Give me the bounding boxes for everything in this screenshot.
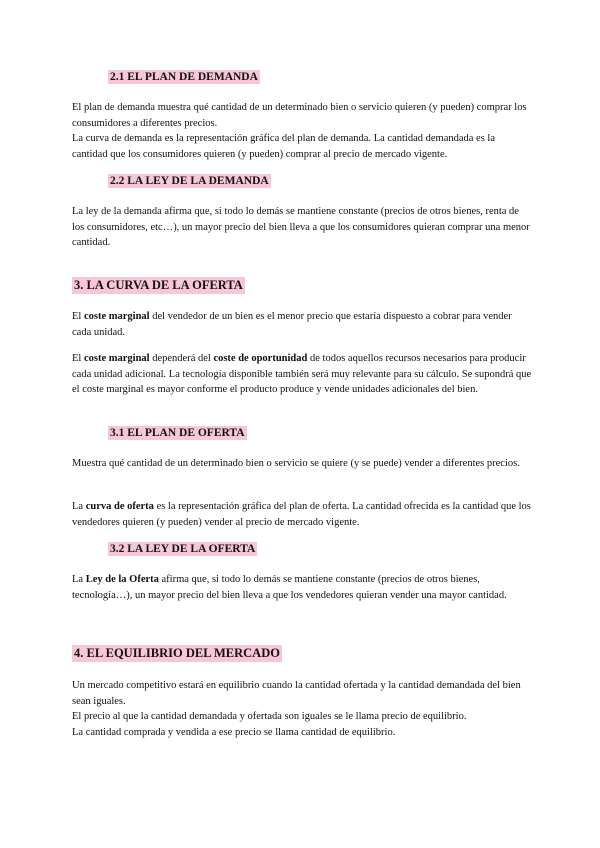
bold-term: coste marginal: [83, 353, 150, 364]
heading-4: [72, 645, 532, 662]
bold-term: coste marginal: [83, 311, 150, 322]
heading-text: 2.2 LA LEY DE LA DEMANDA: [110, 175, 269, 187]
text-run: de todos aquellos recursos necesarios para producir cada unidad adicional. La tecnología disponible también será muy relevante para su cálculo. Se supondrá que el coste marginal es mayor conforme el producto produce y vende unidades adicionales del bien.: [72, 353, 532, 395]
heading-text: 3. LA CURVA DE LA OFERTA: [74, 278, 243, 292]
paragraph-line: La ley de la demanda afirma que, si todo lo demás se mantiene constante (precios de otros bienes, renta de los consumidores, etc…), un mayor precio del bien lleva a que los consumidores quieran comprar una menor cantidad.: [72, 206, 530, 248]
heading-text: 3.1 EL PLAN DE OFERTA: [110, 427, 245, 439]
bold-term: coste de oportunidad: [213, 353, 308, 364]
text-run: dependerá del: [149, 353, 214, 364]
paragraph-line: El plan de demanda muestra qué cantidad de un determinado bien o servicio quieren (y pueden) comprar los consumidores a diferentes precios.: [72, 102, 527, 129]
paragraph-ley-demanda: [72, 204, 532, 251]
paragraph-line: Muestra qué cantidad de un determinado bien o servicio se quiere (y se puede) vender a diferentes precios.: [72, 458, 520, 469]
text-run: afirma que, si todo lo demás se mantiene constante (precios de otros bienes, tecnología…), un mayor precio del bien lleva a que los vendedores quieran vender una mayor cantidad.: [72, 574, 507, 601]
text-run: La: [72, 574, 86, 585]
paragraph-line: Un mercado competitivo estará en equilibrio cuando la cantidad ofertada y la cantidad demandada del bien sean iguales.: [72, 680, 521, 707]
heading-2-2: [108, 174, 568, 188]
paragraph-line: La cantidad comprada y vendida a ese precio se llama cantidad de equilibrio.: [72, 726, 396, 738]
text-run: El: [72, 311, 84, 322]
paragraph-line: La curva de demanda es la representación gráfica del plan de demanda. La cantidad demandada es la cantidad que los consumidores quieren (y pueden) comprar al precio de mercado vigente.: [72, 133, 495, 160]
paragraph-equilibrio: [72, 678, 532, 740]
paragraph-ley-oferta: [72, 572, 532, 603]
text-run: La: [72, 501, 86, 512]
paragraph-curva-oferta: [72, 499, 532, 530]
paragraph-line: El precio al que la cantidad demandada y ofertada son iguales se le llama precio de equilibrio.: [72, 711, 467, 722]
text-run: es la representación gráfica del plan de oferta. La cantidad ofrecida es la cantidad que los vendedores quieren (y pueden) vender al precio de mercado vigente.: [72, 501, 531, 528]
paragraph-plan-oferta: [72, 456, 532, 472]
heading-3: [72, 277, 532, 294]
paragraph-plan-demanda: [72, 100, 532, 162]
heading-3-2: [108, 542, 568, 556]
heading-text: 3.2 LA LEY DE LA OFERTA: [110, 543, 256, 555]
paragraph-coste-marginal: [72, 309, 532, 340]
heading-text: 4. EL EQUILIBRIO DEL MERCADO: [74, 646, 280, 660]
paragraph-coste-oportunidad: [72, 351, 532, 398]
heading-2-1: [108, 70, 568, 84]
text-run: El: [72, 353, 84, 364]
bold-term: curva de oferta: [85, 501, 154, 512]
bold-term: Ley de la Oferta: [85, 574, 159, 585]
heading-text: 2.1 EL PLAN DE DEMANDA: [110, 71, 258, 83]
text-run: del vendedor de un bien es el menor precio que estaría dispuesto a cobrar para vender cada unidad.: [72, 311, 512, 338]
heading-3-1: [108, 426, 568, 440]
